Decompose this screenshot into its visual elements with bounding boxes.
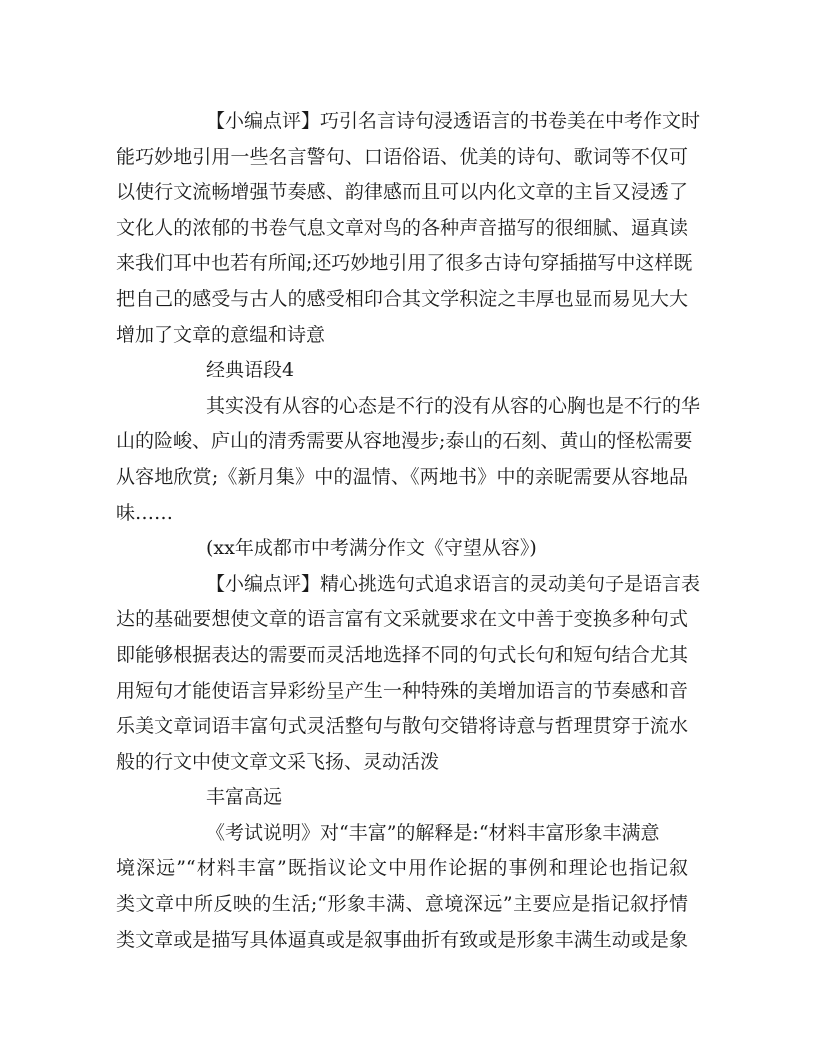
text-line: 其实没有从容的心态是不行的没有从容的心胸也是不行的华 [206,394,701,417]
text-line: 以使行文流畅增强节奏感、韵律感而且可以内化文章的主旨又浸透了 [116,181,688,204]
text-line: 味…… [116,501,174,524]
text-line: 《考试说明》对“丰富”的解释是:“材料丰富形象丰满意 [206,821,660,844]
text-line: 丰富高远 [206,786,283,809]
text-line: 能巧妙地引用一些名言警句、口语俗语、优美的诗句、歌词等不仅可 [116,145,688,168]
text-line: 般的行文中使文章文采飞扬、灵动活泼 [116,750,440,773]
text-line: 【小编点评】巧引名言诗句浸透语言的书卷美在中考作文时 [206,110,701,132]
body-text [116,104,701,958]
text-line: 增加了文章的意缊和诗意 [116,323,326,346]
text-line: 经典语段4 [206,359,295,382]
text-line: 山的险峻、庐山的清秀需要从容地漫步;泰山的石刻、黄山的怪松需要 [116,430,693,453]
text-line: 类文章中所反映的生活;“形象丰满、意境深远”主要应是指记叙抒情 [116,893,688,916]
text-line: 从容地欣赏;《新月集》中的温情、《两地书》中的亲昵需要从容地品 [116,465,688,488]
text-line: (xx年成都市中考满分作文《守望从容》) [206,537,537,560]
text-line: 即能够根据表达的需要而灵活地选择不同的句式长句和短句结合尤其 [116,643,688,666]
text-line: 【小编点评】精心挑选句式追求语言的灵动美句子是语言表 [206,572,701,595]
text-line: 文化人的浓郁的书卷气息文章对鸟的各种声音描写的很细腻、逼真读 [116,216,688,239]
text-line: 用短句才能使语言异彩纷呈产生一种特殊的美增加语言的节奏感和音 [116,679,688,702]
text-line: 达的基础要想使文章的语言富有文采就要求在文中善于变换多种句式 [116,608,688,631]
text-line: 乐美文章词语丰富句式灵活整句与散句交错将诗意与哲理贯穿于流水 [116,715,688,738]
text-line: 把自己的感受与古人的感受相印合其文学积淀之丰厚也显而易见大大 [116,287,688,310]
text-line: 来我们耳中也若有所闻;还巧妙地引用了很多古诗句穿插描写中这样既 [116,252,693,275]
text-line: 境深远”“材料丰富”既指议论文中用作论据的事例和理论也指记叙 [116,857,688,880]
text-line: 类文章或是描写具体逼真或是叙事曲折有致或是形象丰满生动或是象 [116,928,688,951]
